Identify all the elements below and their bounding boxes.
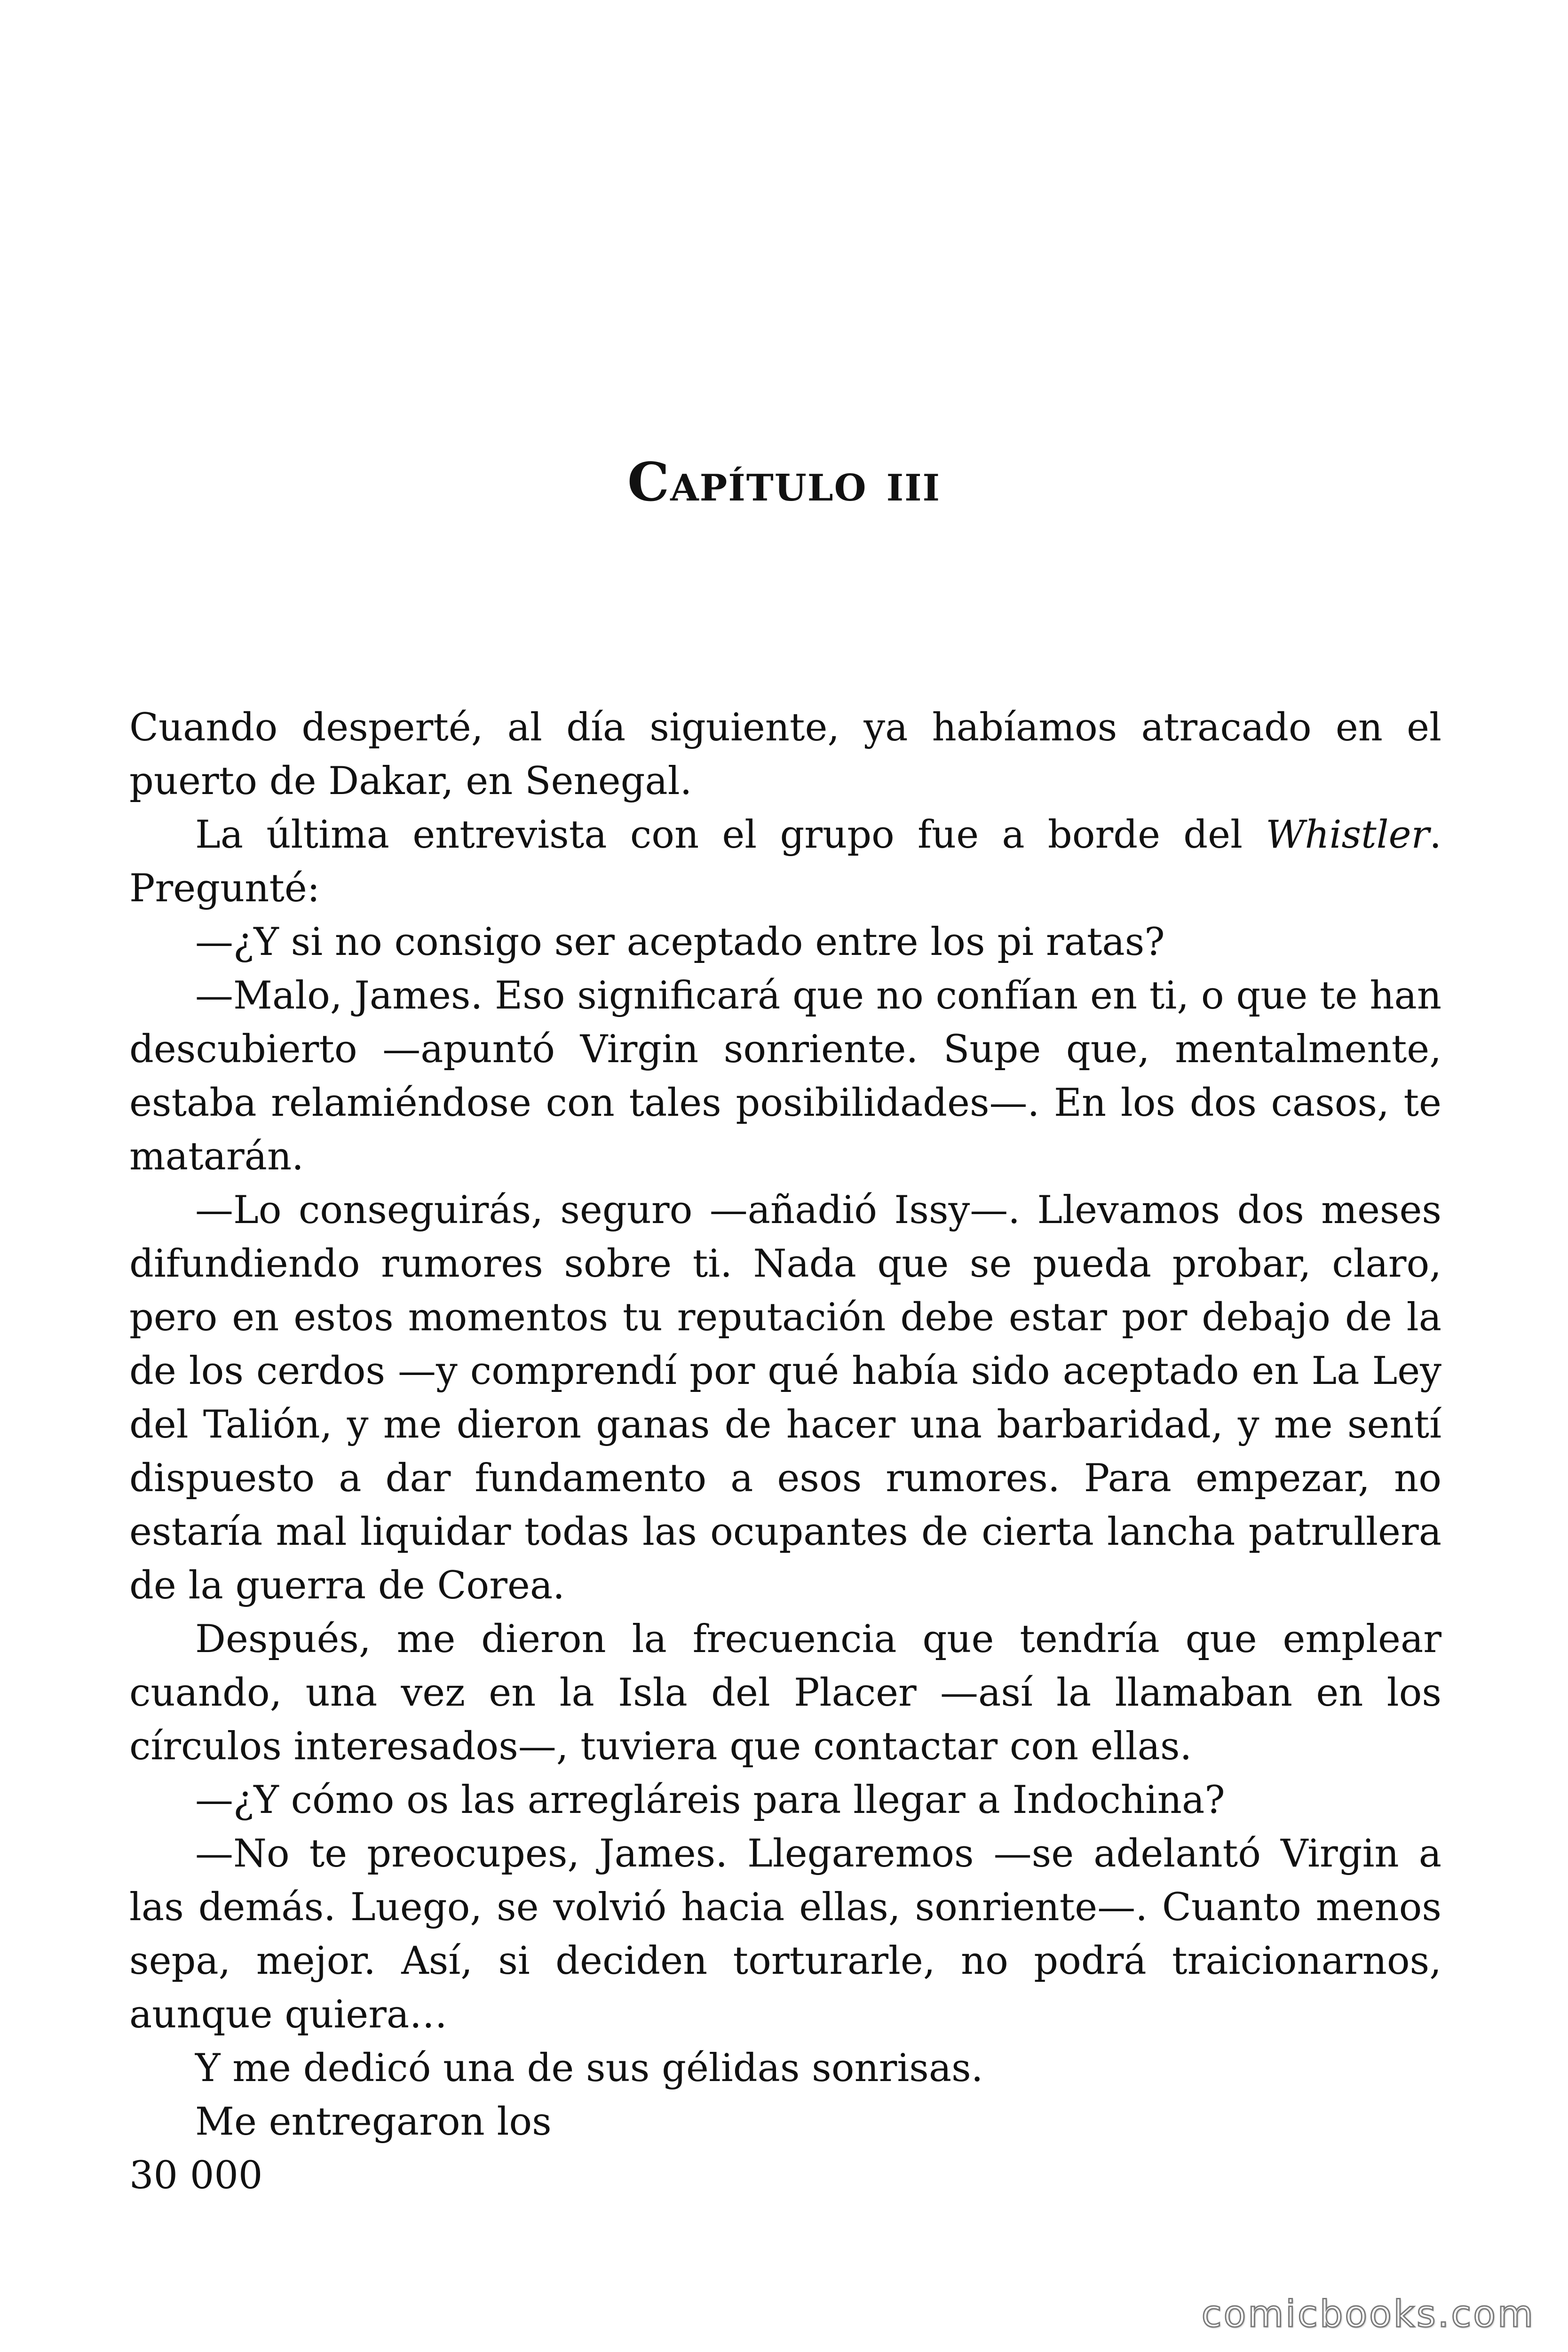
paragraph-11: 30 000 [129, 2153, 263, 2198]
paragraph-10: Me entregaron los [195, 2100, 552, 2144]
chapter-body [129, 701, 1441, 2202]
paragraph-3: —¿Y si no consigo ser aceptado entre los pi ratas? [195, 920, 1165, 964]
chapter-title: Capítulo iii [627, 452, 941, 513]
paragraph-6: Después, me dieron la frecuencia que tendría que emplear cuando, una vez en la Isla del Placer —así la llamaban en los círculos interesados—, tuviera que contactar con ellas. [129, 1617, 1441, 1769]
paragraph-7: —¿Y cómo os las arregláreis para llegar a Indochina? [195, 1778, 1225, 1822]
watermark-text: comicbooks.com [1201, 2293, 1535, 2336]
paragraph-2-text: La última entrevista con el grupo fue a borde del [195, 813, 1266, 857]
paragraph-5: —Lo conseguirás, seguro —añadió Issy—. Llevamos dos meses difundiendo rumores sobre ti. Nada que se pueda probar, claro, pero en estos momentos tu reputación debe estar por debajo de la de los cerdos —y comprendí por qué había sido aceptado en La Ley del Talión, y me dieron ganas de hacer una barbaridad, y me sentí dispuesto a dar fundamento a esos rumores. Para empezar, no estaría mal liquidar todas las ocupantes de cierta lancha patrullera de la guerra de Corea. [129, 1188, 1441, 1608]
paragraph-1: Cuando desperté, al día siguiente, ya habíamos atracado en el puerto de Dakar, en Senegal. [129, 706, 1441, 803]
paragraph-2 [129, 808, 1441, 915]
paragraph-4: —Malo, James. Eso significará que no confían en ti, o que te han descubierto —apuntó Virgin sonriente. Supe que, mentalmente, estaba relamiéndose con tales posibilidades—. En los dos casos, te matarán. [129, 974, 1441, 1179]
paragraph-9: Y me dedicó una de sus gélidas sonrisas. [195, 2046, 983, 2090]
paragraph-2-tail: . Pregunté: [129, 813, 1441, 911]
paragraph-8: —No te preocupes, James. Llegaremos —se adelantó Virgin a las demás. Luego, se volvió hacia ellas, sonriente—. Cuanto menos sepa, mejor. Así, si deciden torturarle, no podrá traicionarnos, aunque quiera… [129, 1832, 1441, 2037]
ship-name: Whistler [1266, 813, 1430, 857]
